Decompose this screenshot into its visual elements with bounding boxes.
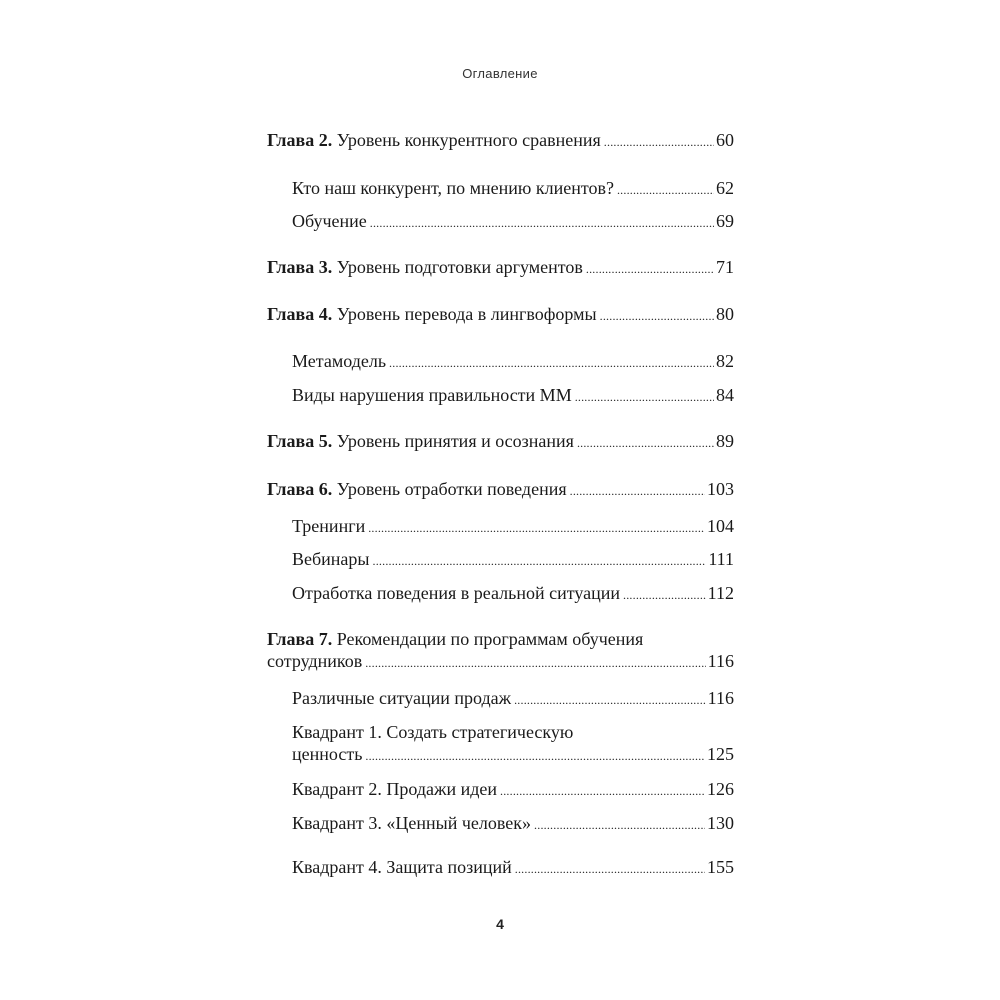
chapter-title: Уровень перевода в лингвоформы (332, 304, 597, 324)
dot-leader (365, 745, 705, 767)
toc-entry-title (267, 303, 597, 325)
dot-leader (389, 352, 714, 374)
page-number: 69 (716, 211, 734, 231)
toc-section-quadrant-4 (292, 856, 734, 880)
chapter-number: Глава 5. (267, 431, 333, 451)
toc-entry-title (267, 430, 574, 452)
dot-leader (534, 814, 705, 836)
running-title: Оглавление (462, 66, 538, 81)
page-number: 155 (707, 857, 734, 877)
dot-leader (365, 652, 705, 674)
page-number: 60 (716, 130, 734, 150)
dot-leader (623, 584, 706, 606)
dot-leader (577, 432, 714, 454)
page-folio: 4 (496, 916, 504, 932)
toc-entry-title: Кто наш конкурент, по мнению клиентов? (292, 178, 614, 198)
page-number: 104 (707, 516, 734, 536)
toc-chapter-4 (267, 303, 734, 327)
toc-section-metamodel (292, 350, 734, 374)
page-number: 116 (707, 651, 734, 671)
page-number: 116 (707, 688, 734, 708)
toc-chapter-7 (267, 628, 734, 674)
dot-leader (570, 480, 705, 502)
toc-entry-title: Квадрант 1. Создать стратегическую (292, 722, 574, 742)
page-number: 111 (708, 549, 734, 569)
toc-entry-title: Квадрант 2. Продажи идеи (292, 779, 498, 799)
page-number: 84 (716, 385, 734, 405)
dot-leader (604, 131, 714, 153)
dot-leader (514, 689, 706, 711)
dot-leader (586, 258, 714, 280)
chapter-number: Глава 6. (267, 479, 333, 499)
toc-entry-title: Различные ситуации продаж (292, 688, 512, 708)
toc-entry-title-continuation: ценность (292, 744, 363, 764)
page-number: 125 (707, 744, 734, 764)
chapter-number: Глава 4. (267, 304, 333, 324)
chapter-title: Рекомендации по программам обучения (332, 629, 644, 649)
chapter-number: Глава 2. (267, 130, 333, 150)
page-number: 62 (716, 178, 734, 198)
toc-entry-title: Обучение (292, 211, 367, 231)
chapter-title: Уровень подготовки аргументов (332, 257, 583, 277)
page-number: 89 (716, 431, 734, 451)
toc-entry-title: Виды нарушения правильности ММ (292, 385, 572, 405)
toc-entry-title: Отработка поведения в реальной ситуации (292, 583, 621, 603)
dot-leader (515, 858, 705, 880)
toc-section-training (292, 210, 734, 234)
chapter-number: Глава 3. (267, 257, 333, 277)
toc-chapter-6 (267, 478, 734, 502)
toc-section-competitor (292, 177, 734, 201)
toc-entry-title: Квадрант 3. «Ценный человек» (292, 813, 532, 833)
dot-leader (373, 550, 707, 572)
toc-entry-title: Тренинги (292, 516, 366, 536)
toc-section-real-situation (292, 582, 734, 606)
page-number: 126 (707, 779, 734, 799)
toc-section-quadrant-3 (292, 812, 734, 836)
toc-chapter-5 (267, 430, 734, 454)
toc-entry-title (267, 256, 583, 278)
toc-section-trainings (292, 515, 734, 539)
toc-entry-title (267, 129, 601, 151)
toc-entry-title: Квадрант 4. Защита позиций (292, 857, 512, 877)
toc-section-webinars (292, 548, 734, 572)
page-number: 71 (716, 257, 734, 277)
chapter-number: Глава 7. (267, 629, 333, 649)
toc-entry-title: Вебинары (292, 549, 370, 569)
chapter-title-continuation: сотрудников (267, 651, 363, 671)
page-number: 112 (707, 583, 734, 603)
toc-section-sales-situations (292, 687, 734, 711)
chapter-title: Уровень принятия и осознания (332, 431, 574, 451)
dot-leader (617, 179, 714, 201)
toc-section-mm-violations (292, 384, 734, 408)
dot-leader (600, 305, 714, 327)
page-number: 130 (707, 813, 734, 833)
toc-section-quadrant-1 (292, 721, 734, 767)
dot-leader (575, 386, 714, 408)
toc-section-quadrant-2 (292, 778, 734, 802)
chapter-title: Уровень конкурентного сравнения (332, 130, 601, 150)
toc-entry-title (267, 478, 567, 500)
page-number: 103 (707, 479, 734, 499)
toc-entry-title (267, 628, 643, 650)
dot-leader (368, 517, 705, 539)
dot-leader (500, 780, 705, 802)
page-number: 80 (716, 304, 734, 324)
dot-leader (370, 212, 714, 234)
page-number: 82 (716, 351, 734, 371)
chapter-title: Уровень отработки поведения (332, 479, 567, 499)
toc-chapter-3 (267, 256, 734, 280)
toc-chapter-2 (267, 129, 734, 153)
toc-entry-title: Метамодель (292, 351, 387, 371)
